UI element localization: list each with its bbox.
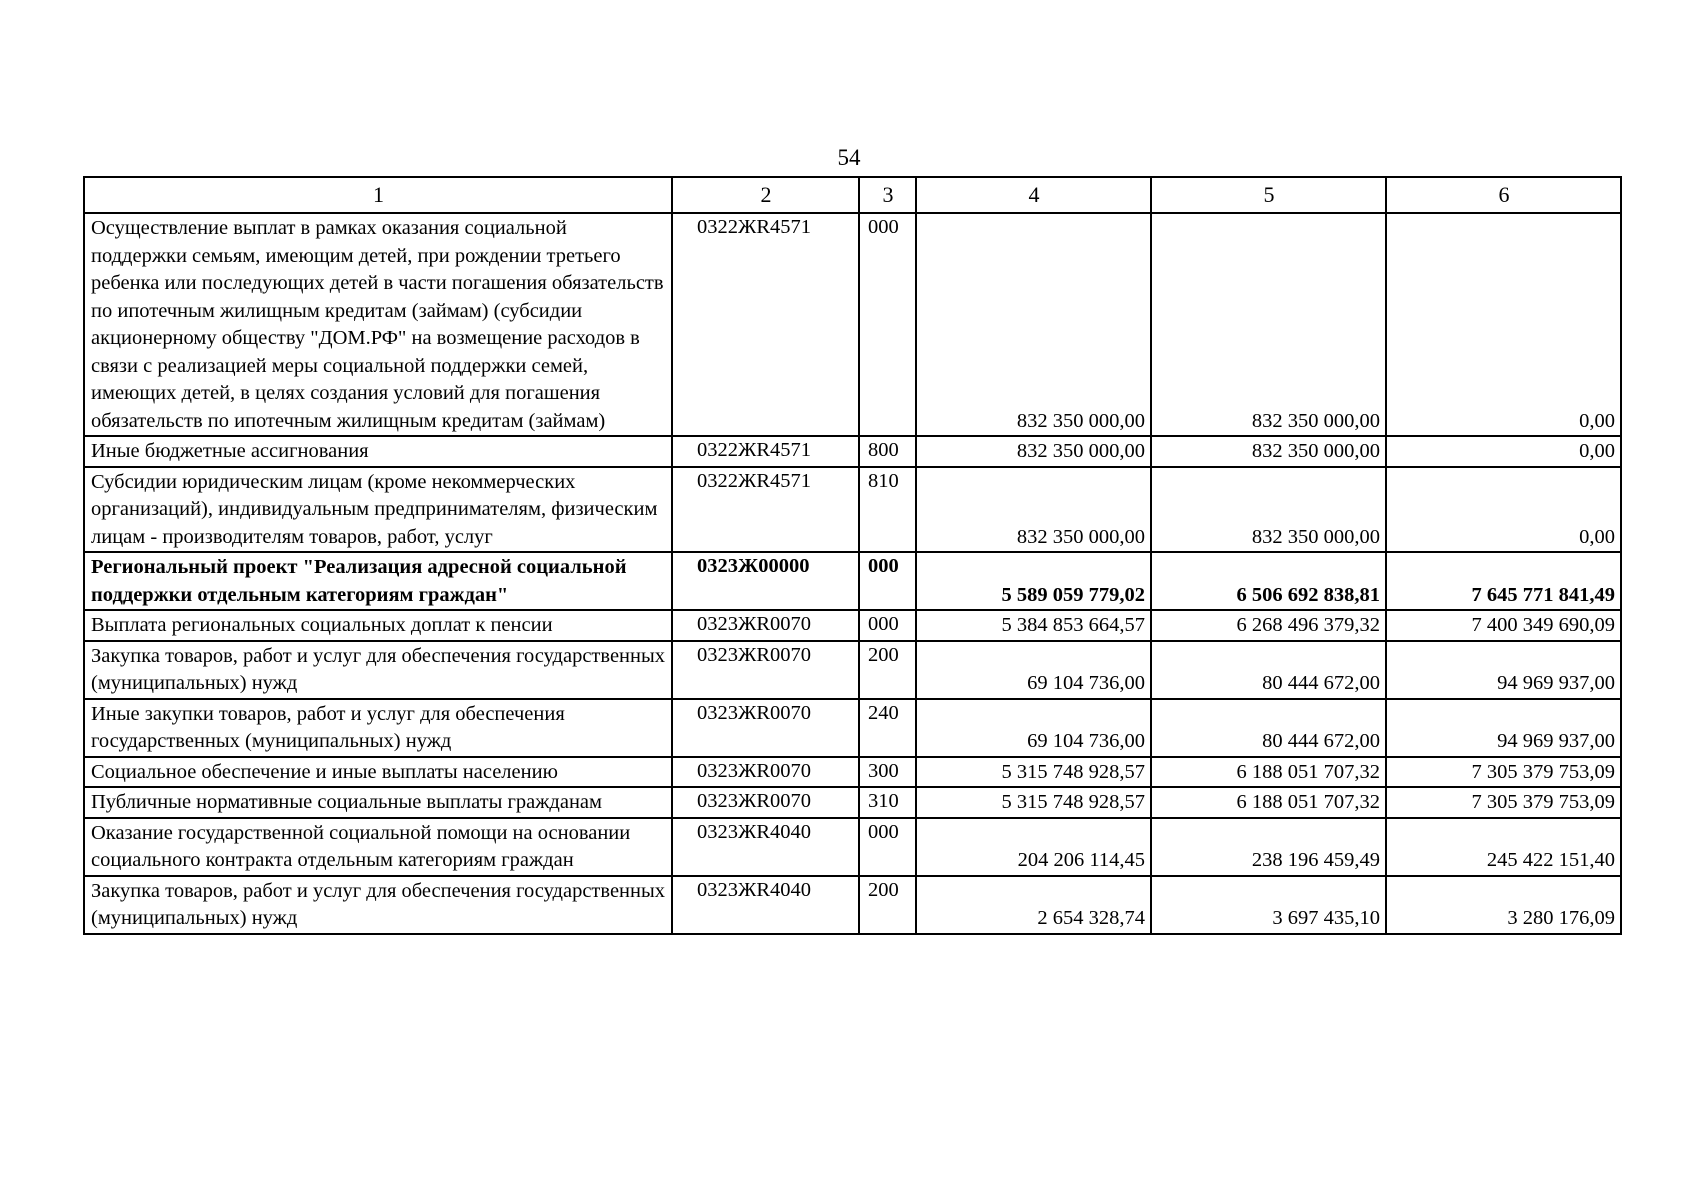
row-value-col5: 832 350 000,00 xyxy=(1151,436,1386,467)
row-kvr: 000 xyxy=(859,818,916,876)
row-value-col6: 0,00 xyxy=(1386,467,1621,553)
row-value-col5: 6 506 692 838,81 xyxy=(1151,552,1386,610)
row-value-col6: 7 645 771 841,49 xyxy=(1386,552,1621,610)
row-kvr: 000 xyxy=(859,552,916,610)
table-row xyxy=(84,757,1621,788)
row-kvr: 310 xyxy=(859,787,916,818)
row-kvr: 300 xyxy=(859,757,916,788)
row-name: Иные закупки товаров, работ и услуг для обеспечения государственных (муниципальных) нужд xyxy=(84,699,672,757)
row-name: Осуществление выплат в рамках оказания социальной поддержки семьям, имеющим детей, при рождении третьего ребенка или последующих детей в части погашения обязательств по ипотечным жилищным кредитам (займам) (субсидии акционерному обществу "ДОМ.РФ" на возмещение расходов в связи с реализацией меры социальной поддержки семей, имеющих детей, в целях создания условий для погашения обязательств по ипотечным жилищным кредитам (займам) xyxy=(84,213,672,436)
row-code: 0323ЖR4040 xyxy=(672,818,859,876)
row-value-col6: 0,00 xyxy=(1386,436,1621,467)
row-kvr: 200 xyxy=(859,876,916,934)
budget-table xyxy=(83,176,1622,935)
row-value-col4: 832 350 000,00 xyxy=(916,467,1151,553)
table-row xyxy=(84,876,1621,934)
row-name: Иные бюджетные ассигнования xyxy=(84,436,672,467)
row-value-col4: 5 589 059 779,02 xyxy=(916,552,1151,610)
table-row xyxy=(84,552,1621,610)
row-value-col4: 204 206 114,45 xyxy=(916,818,1151,876)
row-value-col6: 94 969 937,00 xyxy=(1386,699,1621,757)
row-code: 0322ЖR4571 xyxy=(672,213,859,436)
row-value-col6: 0,00 xyxy=(1386,213,1621,436)
column-header-1: 1 xyxy=(84,177,672,213)
row-code: 0322ЖR4571 xyxy=(672,436,859,467)
row-name: Региональный проект "Реализация адресной социальной поддержки отдельным категориям граждан" xyxy=(84,552,672,610)
row-value-col5: 832 350 000,00 xyxy=(1151,467,1386,553)
row-code: 0322ЖR4571 xyxy=(672,467,859,553)
row-code: 0323ЖR0070 xyxy=(672,699,859,757)
column-header-4: 4 xyxy=(916,177,1151,213)
row-value-col5: 6 188 051 707,32 xyxy=(1151,757,1386,788)
row-value-col6: 245 422 151,40 xyxy=(1386,818,1621,876)
row-code: 0323Ж00000 xyxy=(672,552,859,610)
row-value-col4: 2 654 328,74 xyxy=(916,876,1151,934)
row-code: 0323ЖR0070 xyxy=(672,787,859,818)
row-value-col6: 7 305 379 753,09 xyxy=(1386,787,1621,818)
column-header-2: 2 xyxy=(672,177,859,213)
row-kvr: 000 xyxy=(859,213,916,436)
row-value-col5: 80 444 672,00 xyxy=(1151,641,1386,699)
row-kvr: 240 xyxy=(859,699,916,757)
page-number: 54 xyxy=(837,145,861,170)
row-value-col6: 7 305 379 753,09 xyxy=(1386,757,1621,788)
row-value-col6: 3 280 176,09 xyxy=(1386,876,1621,934)
row-kvr: 000 xyxy=(859,610,916,641)
row-code: 0323ЖR4040 xyxy=(672,876,859,934)
table-row xyxy=(84,787,1621,818)
header-row xyxy=(84,177,1621,213)
row-value-col5: 6 188 051 707,32 xyxy=(1151,787,1386,818)
table-row xyxy=(84,699,1621,757)
table-row xyxy=(84,818,1621,876)
row-value-col4: 832 350 000,00 xyxy=(916,213,1151,436)
row-value-col4: 69 104 736,00 xyxy=(916,641,1151,699)
row-value-col4: 5 315 748 928,57 xyxy=(916,787,1151,818)
row-value-col5: 832 350 000,00 xyxy=(1151,213,1386,436)
table-row xyxy=(84,467,1621,553)
row-name: Субсидии юридическим лицам (кроме некоммерческих организаций), индивидуальным предпринимателям, физическим лицам - производителям товаров, работ, услуг xyxy=(84,467,672,553)
row-value-col4: 5 384 853 664,57 xyxy=(916,610,1151,641)
table-row xyxy=(84,213,1621,436)
column-header-5: 5 xyxy=(1151,177,1386,213)
row-value-col4: 832 350 000,00 xyxy=(916,436,1151,467)
row-name: Оказание государственной социальной помощи на основании социального контракта отдельным категориям граждан xyxy=(84,818,672,876)
row-value-col4: 5 315 748 928,57 xyxy=(916,757,1151,788)
table-row xyxy=(84,436,1621,467)
row-value-col5: 6 268 496 379,32 xyxy=(1151,610,1386,641)
row-value-col6: 94 969 937,00 xyxy=(1386,641,1621,699)
row-kvr: 200 xyxy=(859,641,916,699)
row-name: Публичные нормативные социальные выплаты гражданам xyxy=(84,787,672,818)
row-value-col5: 238 196 459,49 xyxy=(1151,818,1386,876)
row-name: Закупка товаров, работ и услуг для обеспечения государственных (муниципальных) нужд xyxy=(84,876,672,934)
row-kvr: 800 xyxy=(859,436,916,467)
column-header-3: 3 xyxy=(859,177,916,213)
row-value-col4: 69 104 736,00 xyxy=(916,699,1151,757)
row-name: Выплата региональных социальных доплат к пенсии xyxy=(84,610,672,641)
row-value-col6: 7 400 349 690,09 xyxy=(1386,610,1621,641)
column-header-6: 6 xyxy=(1386,177,1621,213)
row-value-col5: 3 697 435,10 xyxy=(1151,876,1386,934)
row-name: Социальное обеспечение и иные выплаты населению xyxy=(84,757,672,788)
table-row xyxy=(84,641,1621,699)
table-row xyxy=(84,610,1621,641)
row-code: 0323ЖR0070 xyxy=(672,641,859,699)
row-name: Закупка товаров, работ и услуг для обеспечения государственных (муниципальных) нужд xyxy=(84,641,672,699)
row-kvr: 810 xyxy=(859,467,916,553)
row-code: 0323ЖR0070 xyxy=(672,757,859,788)
row-value-col5: 80 444 672,00 xyxy=(1151,699,1386,757)
row-code: 0323ЖR0070 xyxy=(672,610,859,641)
